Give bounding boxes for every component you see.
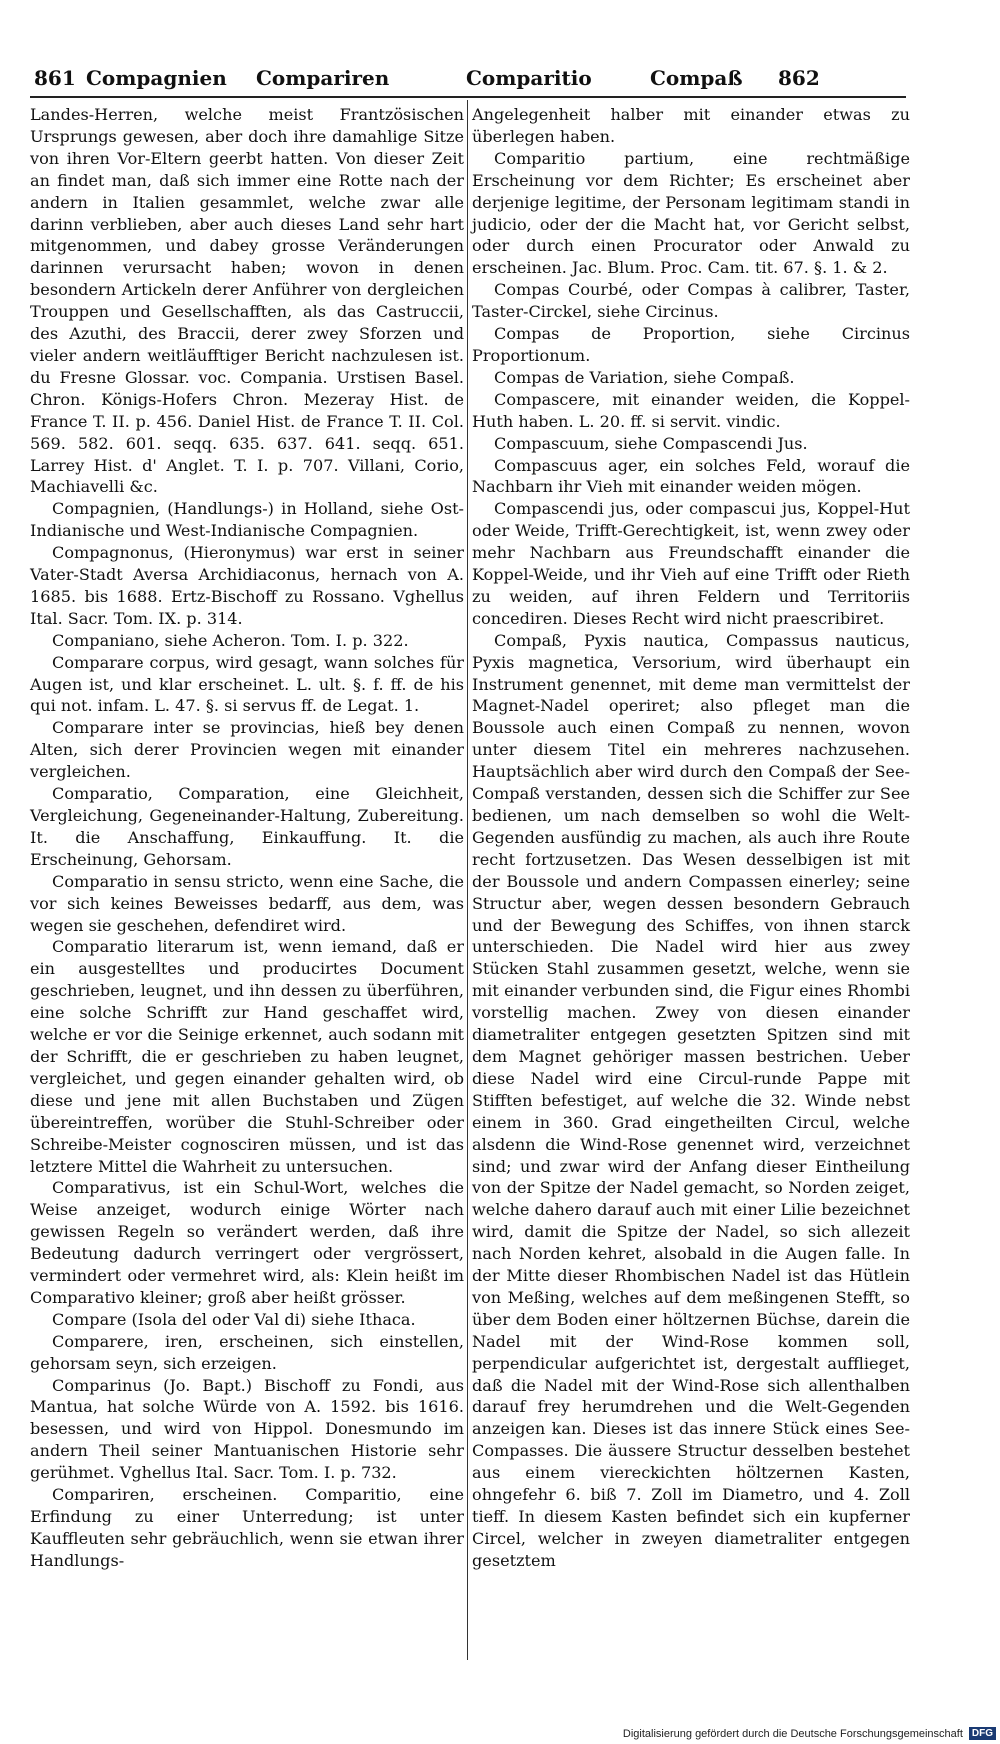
- entry-paragraph: Comparare inter se provincias, hieß bey denen Alten, sich derer Provincien wegen mit einander vergleichen.: [30, 718, 464, 782]
- page-number-right: 862: [778, 66, 820, 90]
- catchword-center-left: Compariren: [256, 66, 390, 90]
- entry-paragraph: Companiano, siehe Acheron. Tom. I. p. 322.: [52, 630, 409, 650]
- entry-paragraph: Angelegenheit halber mit einander etwas zu überlegen haben.: [472, 105, 910, 146]
- entry-paragraph: Comparitio partium, eine rechtmäßige Erscheinung vor dem Richter; Es erscheinet aber derjenige legitime, der Personam legitimam standi in judicio, oder der die Macht hat, vor Gericht selbst, oder durch einen Procurator oder Anwald zu erscheinen. Jac. Blum. Proc. Cam. tit. 67. §. 1. & 2.: [472, 148, 910, 278]
- entry-paragraph: Compascuum, siehe Compascendi Jus.: [494, 433, 808, 453]
- catchword-right: Compaß: [650, 66, 743, 90]
- column-divider: [467, 100, 468, 1660]
- entry-paragraph: Comparinus (Jo. Bapt.) Bischoff zu Fondi, aus Mantua, hat solche Würde von A. 1592. bis 1616. besessen, und wird von Hippol. Donesmundo im andern Theil seiner Mantuanischen Historie sehr gerühmet. Vghellus Ital. Sacr. Tom. I. p. 732.: [30, 1375, 464, 1483]
- footer-credit: Digitalisierung gefördert durch die Deutsche Forschungsgemeinschaft: [622, 1727, 963, 1740]
- entry-paragraph: Comparativus, ist ein Schul-Wort, welches die Weise anzeiget, wodurch einige Wörter nach gewissen Regeln so verändert werden, daß ihre Bedeutung dadurch verringert oder vergrössert, vermindert oder vermehret wird, als: Klein heißt im Comparativo kleiner; groß aber heißt grösser.: [30, 1178, 464, 1307]
- entry-paragraph: Comparatio, Comparation, eine Gleichheit, Vergleichung, Gegeneinander-Haltung, Zubereitung. It. die Anschaffung, Einkauffung. It. die Erscheinung, Gehorsam.: [30, 784, 464, 869]
- entry-paragraph: Comparere, iren, erscheinen, sich einstellen, gehorsam seyn, sich erzeigen.: [30, 1331, 464, 1373]
- header-rule: [30, 96, 906, 98]
- running-header: [34, 66, 902, 96]
- entry-paragraph: Compagnonus, (Hieronymus) war erst in seiner Vater-Stadt Aversa Archidiaconus, hernach von A. 1685. bis 1688. Ertz-Bischoff zu Rossano. Vghellus Ital. Sacr. Tom. IX. p. 314.: [30, 543, 464, 628]
- entry-paragraph: Compas de Variation, siehe Compaß.: [494, 367, 795, 387]
- left-column: [30, 104, 464, 1572]
- dfg-logo: DFG: [969, 1727, 996, 1740]
- entry-paragraph: Compascuus ager, ein solches Feld, worauf die Nachbarn ihr Vieh mit einander weiden mögen.: [472, 455, 910, 497]
- entry-paragraph: Compaß, Pyxis nautica, Compassus nauticus, Pyxis magnetica, Versorium, wird überhaupt ein Instrument genennet, mit deme man vermittelst der Magnet-Nadel operiret; also pfleget man die Boussole auch einen Compaß zu nennen, wovon unter diesem Titel ein mehreres nachzusehen. Hauptsächlich aber wird durch den Compaß der See-Compaß verstanden, dessen sich die Schiffer zur See bedienen, um nach demselben so wohl die Welt-Gegenden ausfündig zu machen, als auch ihre Route recht fortzusetzen. Das Wesen desselbigen ist mit der Boussole und andern Compassen einerley; seine Structur aber, wegen dessen besondern Gebrauch und der Bewegung des Schiffes, von ihnen starck unterschieden. Die Nadel wird hier aus zwey Stücken Stahl zusammen gesetzt, welche, wenn sie mit einander verbunden sind, die Figur eines Rhombi vorstellig machen. Zwey von diesen einander diametraliter entgegen gesetzten Spitzen sind mit dem Magnet gehöriger massen bestrichen. Ueber diese Nadel wird eine Circul-runde Pappe mit Stifften befestiget, auf welche die 32. Winde nebst einem in 360. Grad eingetheilten Circul, welche alsdenn die Wind-Rose genennet wird, verzeichnet sind; und zwar wird der Anfang dieser Eintheilung von der Spitze der Nadel gemacht, so Norden zeiget, welche dahero darauf auch mit einer Lilie bezeichnet wird, damit die Spitze der Nadel, so sich allezeit nach Norden kehret, alsobald in die Augen falle. In der Mitte dieser Rhombischen Nadel ist das Hütlein von Meßing, welches auf dem meßingenen Stefft, so über dem Boden einer höltzernen Büchse, darein die Nadel mit der Wind-Rose kommen soll, perpendicular aufgerichtet ist, dergestalt aufflieget, daß die Nadel mit der Wind-Rose sich allenthalben darauf frey herumdrehen und die Welt-Gegenden anzeigen kan. Dieses ist das innere Stück eines See-Compasses. Die äussere Structur desselben bestehet aus einem viereckichten höltzernen Kasten, ohngefehr 6. biß 7. Zoll im Diametro, und 4. Zoll tieff. In diesem Kasten befindet sich ein kupferner Circel, welcher in zweyen diametraliter entgegen gesetztem: [472, 630, 910, 1570]
- entry-paragraph: Compascendi jus, oder compascui jus, Koppel-Hut oder Weide, Trifft-Gerechtigkeit, ist, wenn zwey oder mehr Nachbarn aus Freundschafft einander die Koppel-Weide, und ihr Vieh auf eine Trifft oder Rieth zu weiden, auf ihren Feldern und Territoriis concediren. Dieses Recht wird nicht praescribiret.: [472, 499, 910, 628]
- entry-paragraph: Compariren, erscheinen. Comparitio, eine Erfindung zu einer Unterredung; ist unter Kauffleuten sehr gebräuchlich, wenn sie etwan ihrer Handlungs-: [30, 1485, 464, 1570]
- catchword-left: Compagnien: [86, 66, 227, 90]
- entry-paragraph: Compas Courbé, oder Compas à calibrer, Taster, Taster-Circkel, siehe Circinus.: [472, 280, 910, 322]
- entry-paragraph: Compas de Proportion, siehe Circinus Proportionum.: [472, 324, 910, 365]
- entry-paragraph: Compascere, mit einander weiden, die Koppel-Huth haben. L. 20. ff. si servit. vindic.: [472, 389, 910, 431]
- entry-paragraph: Comparatio literarum ist, wenn iemand, daß er ein ausgestelltes und producirtes Document geschrieben, leugnet, und ihn dessen zu überführen, eine solche Schrifft zur Hand geschaffet wird, welche er vor die Seinige erkennet, auch sodann mit der Schrifft, die er geschrieben zu haben leugnet, vergleichet, und gegen einander gehalten wird, ob diese und jene mit allen Buchstaben und Zügen übereintreffen, worüber die Stuhl-Schreiber oder Schreibe-Meister cognosciren müssen, und ist das letztere Mittel die Wahrheit zu untersuchen.: [30, 937, 464, 1176]
- catchword-center-right: Comparitio: [466, 66, 592, 90]
- entry-paragraph: Comparatio in sensu stricto, wenn eine Sache, die vor sich keines Beweisses bedarff, aus dem, was wegen sie geschehen, defendiret wird.: [30, 871, 464, 935]
- entry-paragraph: Compagnien, (Handlungs-) in Holland, siehe Ost-Indianische und West-Indianische Compagnien.: [30, 499, 464, 541]
- entry-paragraph: Comparare corpus, wird gesagt, wann solches für Augen ist, und klar erscheinet. L. ult. §. f. ff. de his qui not. infam. L. 47. §. si servus ff. de Legat. 1.: [30, 652, 464, 716]
- digitization-footer: [623, 1727, 996, 1740]
- entry-paragraph: Compare (Isola del oder Val di) siehe Ithaca.: [52, 1309, 416, 1329]
- page-number-left: 861: [34, 66, 76, 90]
- right-column: [472, 104, 910, 1572]
- entry-paragraph: Landes-Herren, welche meist Frantzösischen Ursprungs gewesen, aber doch ihre damahlige Sitze von ihren Vor-Eltern geerbt hatten. Von dieser Zeit an findet man, daß sich immer eine Rotte nach der andern in Italien gesammlet, welche zwar alle darinn verblieben, aber auch dieses Land sehr hart mitgenommen, und dabey grosse Veränderungen darinnen verursacht haben; wovon in denen besondern Artickeln derer Anführer von dergleichen Trouppen und Gesellschafften, als das Castruccii, des Azuthi, des Braccii, derer zwey Sforzen und vieler andern weitläufftiger Bericht nachzulesen ist. du Fresne Glossar. voc. Compania. Urstisen Basel. Chron. Königs-Hofers Chron. Mezeray Hist. de France T. II. p. 456. Daniel Hist. de France T. II. Col. 569. 582. 601. seqq. 635. 637. 641. seqq. 651. Larrey Hist. d' Anglet. T. I. p. 707. Villani, Corio, Machiavelli &c.: [30, 105, 464, 497]
